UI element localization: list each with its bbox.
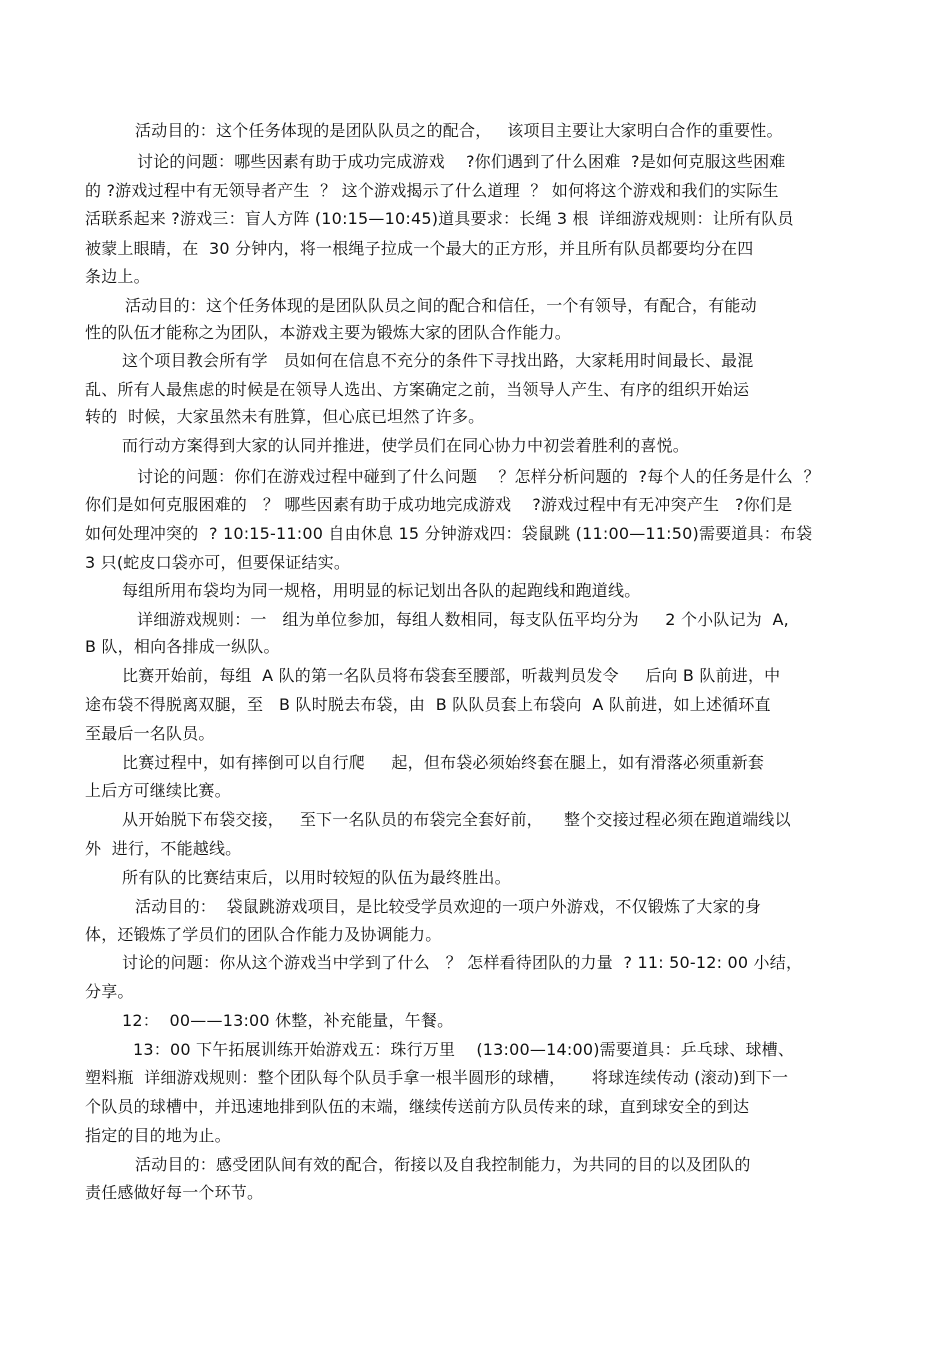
text-line: 讨论的问题：哪些因素有助于成功完成游戏 ?你们遇到了什么困难 ?是如何克服这些困难 [137, 152, 786, 171]
text-line: 个队员的球槽中，并迅速地排到队伍的末端，继续传送前方队员传来的球，直到球安全的到达 [85, 1097, 750, 1116]
text-line: 活动目的： 袋鼠跳游戏项目，是比较受学员欢迎的一项户外游戏，不仅锻炼了大家的身 [135, 897, 762, 916]
text-line: 而行动方案得到大家的认同并推进，使学员们在同心协力中初尝着胜利的喜悦。 [122, 436, 690, 455]
text-line: 性的队伍才能称之为团队，本游戏主要为锻炼大家的团队合作能力。 [85, 323, 572, 342]
text-line: 比赛开始前，每组 A 队的第一名队员将布袋套至腰部，听裁判员发令 后向 B 队前进，中 [122, 666, 781, 685]
text-line: 上后方可继续比赛。 [85, 781, 231, 800]
text-line: B 队，相向各排成一纵队。 [85, 637, 280, 656]
text-line: 塑料瓶 详细游戏规则：整个团队每个队员手拿一根半圆形的球槽， 将球连续传动 (滚动)到下一 [85, 1068, 789, 1087]
text-line: 讨论的问题：你从这个游戏当中学到了什么 ？ 怎样看待团队的力量 ? 11: 50-12: 00 小结， [122, 953, 803, 972]
text-line: 3 只(蛇皮口袋亦可，但要保证结实。 [85, 553, 351, 572]
text-line: 每组所用布袋均为同一规格，用明显的标记划出各队的起跑线和跑道线。 [122, 581, 641, 600]
text-line: 活动目的：这个任务体现的是团队队员之间的配合和信任，一个有领导，有配合，有能动 [125, 296, 757, 315]
text-line: 体，还锻炼了学员们的团队合作能力及协调能力。 [85, 925, 442, 944]
text-line: 13：00 下午拓展训练开始游戏五：珠行万里 (13:00—14:00)需要道具：乒乓球、球槽、 [133, 1040, 795, 1059]
text-line: 至最后一名队员。 [85, 724, 215, 743]
text-line: 责任感做好每一个环节。 [85, 1183, 264, 1202]
text-line: 的 ?游戏过程中有无领导者产生 ？ 这个游戏揭示了什么道理 ？ 如何将这个游戏和我们的实际生 [85, 181, 779, 200]
text-line: 所有队的比赛结束后，以用时较短的队伍为最终胜出。 [122, 868, 511, 887]
text-line: 讨论的问题：你们在游戏过程中碰到了什么问题 ？怎样分析问题的 ?每个人的任务是什么 ？ [137, 467, 820, 486]
text-line: 活动目的：感受团队间有效的配合，衔接以及自我控制能力，为共同的目的以及团队的 [135, 1155, 751, 1174]
text-line: 详细游戏规则：一 组为单位参加，每组人数相同，每支队伍平均分为 2 个小队记为 A, [137, 610, 789, 629]
text-line: 如何处理冲突的 ? 10:15-11:00 自由休息 15 分钟游戏四：袋鼠跳 (11:00—11:50)需要道具：布袋 [85, 524, 813, 543]
text-line: 你们是如何克服困难的 ？ 哪些因素有助于成功地完成游戏 ?游戏过程中有无冲突产生 ?你们是 [85, 495, 793, 514]
text-line: 从开始脱下布袋交接， 至下一名队员的布袋完全套好前， 整个交接过程必须在跑道端线以 [122, 810, 791, 829]
text-line: 这个项目教会所有学 员如何在信息不充分的条件下寻找出路，大家耗用时间最长、最混 [122, 351, 754, 370]
text-line: 条边上。 [85, 267, 150, 286]
text-line: 分享。 [85, 982, 134, 1001]
text-line: 转的 时候，大家虽然未有胜算，但心底已坦然了许多。 [85, 407, 485, 426]
text-line: 比赛过程中，如有摔倒可以自行爬 起，但布袋必须始终套在腿上，如有滑落必须重新套 [122, 753, 765, 772]
text-line: 指定的目的地为止。 [85, 1126, 231, 1145]
text-line: 活动目的：这个任务体现的是团队队员之的配合， 该项目主要让大家明白合作的重要性。 [135, 121, 783, 140]
text-line: 乱、所有人最焦虑的时候是在领导人选出、方案确定之前，当领导人产生、有序的组织开始运 [85, 380, 750, 399]
text-line: 12： 00——13:00 休整，补充能量，午餐。 [122, 1011, 454, 1030]
text-line: 外 进行，不能越线。 [85, 839, 242, 858]
text-line: 途布袋不得脱离双腿，至 B 队时脱去布袋，由 B 队队员套上布袋向 A 队前进，如上述循环直 [85, 695, 771, 714]
text-line: 被蒙上眼睛，在 30 分钟内，将一根绳子拉成一个最大的正方形，并且所有队员都要均分在四 [85, 239, 754, 258]
text-line: 活联系起来 ?游戏三：盲人方阵 (10:15—10:45)道具要求：长绳 3 根 详细游戏规则：让所有队员 [85, 209, 794, 228]
